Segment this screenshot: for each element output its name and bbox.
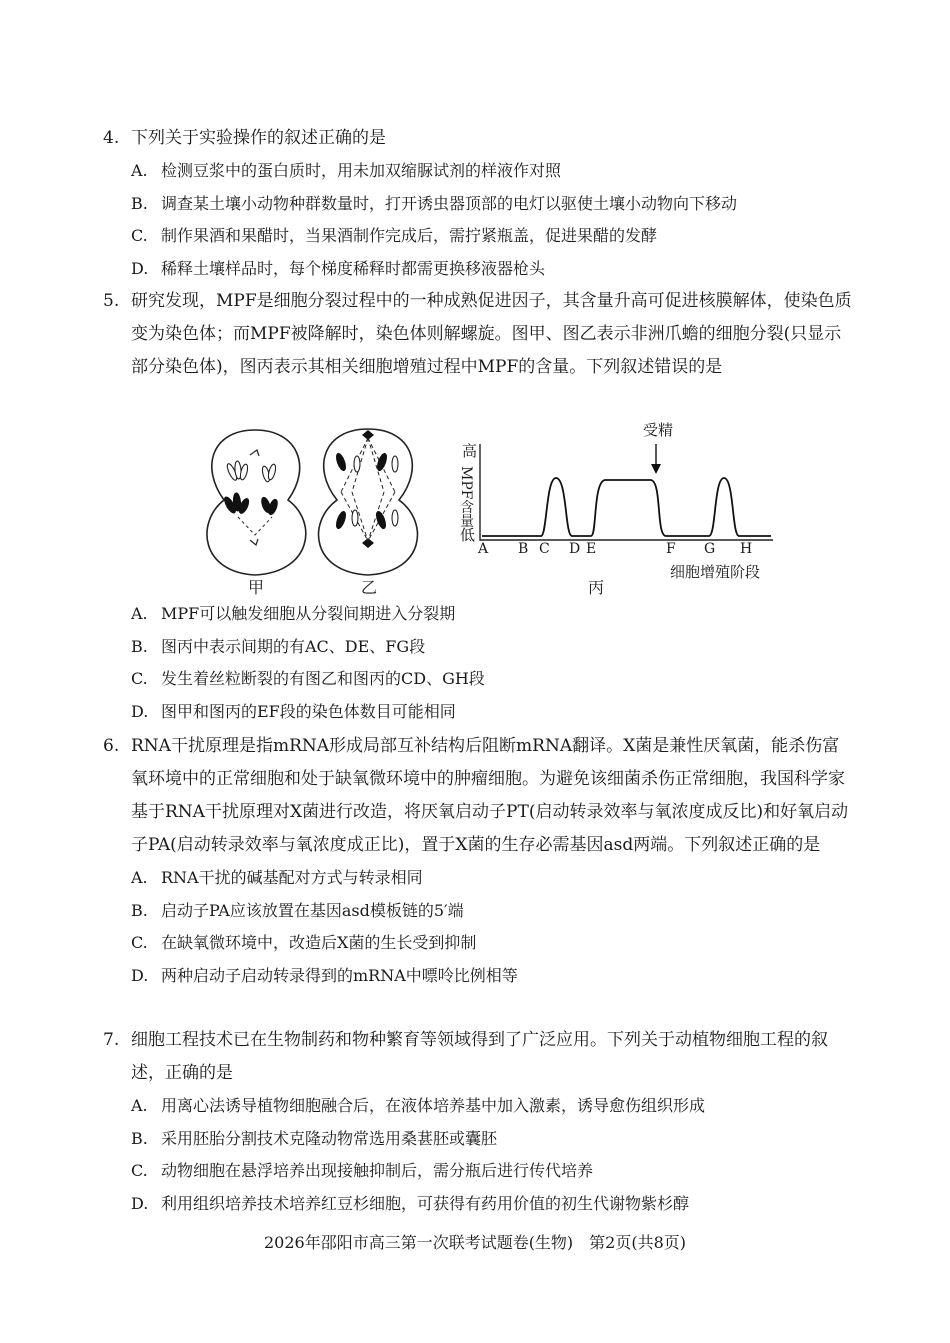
question-text: 下列关于实验操作的叙述正确的是 [131, 128, 386, 148]
option-a[interactable]: A. RNA干扰的碱基配对方式与转录相同 [131, 868, 423, 887]
question-number: 4. [103, 128, 120, 148]
x-axis-label: 细胞增殖阶段 [670, 563, 761, 581]
figure-label-yi: 乙 [361, 578, 378, 597]
question-stem [103, 285, 855, 384]
option-c[interactable]: C. 制作果酒和果醋时，当果酒制作完成后，需拧紧瓶盖，促进果醋的发酵 [131, 226, 658, 245]
arrow-down-icon [651, 444, 661, 474]
question-5-options [103, 598, 855, 728]
question-number: 5. [103, 291, 120, 311]
question-4 [103, 122, 855, 285]
figure-cell-division [200, 422, 800, 597]
option-c[interactable]: C. 发生着丝粒断裂的有图乙和图丙的CD、GH段 [131, 669, 485, 688]
option-b[interactable]: B. 启动子PA应该放置在基因asd模板链的5′端 [131, 900, 464, 920]
tick-d: D [569, 541, 581, 557]
option-d[interactable]: D. 稀释土壤样品时，每个梯度稀释时都需更换移液器枪头 [131, 258, 546, 278]
question-number: 7. [103, 1030, 120, 1050]
figure-label-bing: 丙 [588, 578, 605, 597]
question-stem [103, 122, 855, 155]
tick-a: A [478, 541, 489, 557]
page-footer: 2026年邵阳市高三第一次联考试题卷(生物) 第2页(共8页) [263, 1233, 687, 1252]
tick-c: C [539, 541, 550, 557]
option-b[interactable]: B. 图丙中表示间期的有AC、DE、FG段 [131, 636, 426, 656]
option-a[interactable]: A. MPF可以触发细胞从分裂间期进入分裂期 [131, 604, 456, 623]
question-number: 6. [103, 736, 120, 756]
question-text: 研究发现，MPF是细胞分裂过程中的一种成熟促进因子，其含量升高可促进核膜解体，使染色质变为染色体；而MPF被降解时，染色体则解螺旋。图甲、图乙表示非洲爪蟾的细胞分裂(只显示部分染色体)，图丙表示其相关细胞增殖过程中MPF的含量。下列叙述错误的是 [131, 291, 852, 377]
cell-jia [207, 430, 306, 575]
option-c[interactable]: C. 动物细胞在悬浮培养出现接触抑制后，需分瓶后进行传代培养 [131, 1161, 594, 1180]
tick-e: E [586, 541, 597, 557]
chart-bing [480, 444, 773, 540]
question-text: 细胞工程技术已在生物制药和物种繁育等领域得到了广泛应用。下列关于动植物细胞工程的叙述，正确的是 [131, 1030, 828, 1083]
tick-h: H [740, 541, 753, 557]
option-a[interactable]: A. 用离心法诱导植物细胞融合后，在液体培养基中加入激素，诱导愈伤组织形成 [131, 1096, 706, 1115]
option-d[interactable]: D. 利用组织培养技术培养红豆杉细胞，可获得有药用价值的初生代谢物紫杉醇 [131, 1193, 690, 1213]
y-axis-label: MPF含量 [458, 466, 474, 528]
question-text: RNA干扰原理是指mRNA形成局部互补结构后阻断mRNA翻译。X菌是兼性厌氧菌，能杀伤富氧环境中的正常细胞和处于缺氧微环境中的肿瘤细胞。为避免该细菌杀伤正常细胞，我国科学家基于RNA干扰原理对X菌进行改造，将厌氧启动子PT(启动转录效率与氧浓度成反比)和好氧启动子PA(启动转录效率与氧浓度成正比)，置于X菌的生存必需基因asd两端。下列叙述正确的是 [131, 736, 849, 855]
question-stem [103, 1024, 855, 1090]
tick-f: F [666, 541, 676, 557]
cell-yi [319, 429, 418, 575]
question-6 [103, 730, 855, 992]
fertilization-label: 受精 [643, 421, 674, 439]
option-a[interactable]: A. 检测豆浆中的蛋白质时，用未加双缩脲试剂的样液作对照 [131, 161, 562, 180]
option-b[interactable]: B. 调查某土壤小动物种群数量时，打开诱虫器顶部的电灯以驱使土壤小动物向下移动 [131, 193, 738, 213]
tick-g: G [704, 541, 716, 557]
question-stem [103, 730, 855, 862]
figure-label-jia: 甲 [248, 578, 265, 597]
y-axis-high: 高 [462, 442, 478, 460]
option-c[interactable]: C. 在缺氧微环境中，改造后X菌的生长受到抑制 [131, 933, 477, 952]
question-5 [103, 285, 855, 384]
tick-b: B [518, 541, 529, 557]
chart-axes [480, 444, 773, 540]
question-7 [103, 1024, 855, 1220]
y-axis-low: 低 [460, 526, 476, 544]
option-d[interactable]: D. 两种启动子启动转录得到的mRNA中嘌呤比例相等 [131, 965, 518, 985]
option-d[interactable]: D. 图甲和图丙的EF段的染色体数目可能相同 [131, 701, 456, 721]
chart-mpf-curve [482, 478, 771, 536]
option-b[interactable]: B. 采用胚胎分割技术克隆动物常选用桑葚胚或囊胚 [131, 1128, 498, 1148]
